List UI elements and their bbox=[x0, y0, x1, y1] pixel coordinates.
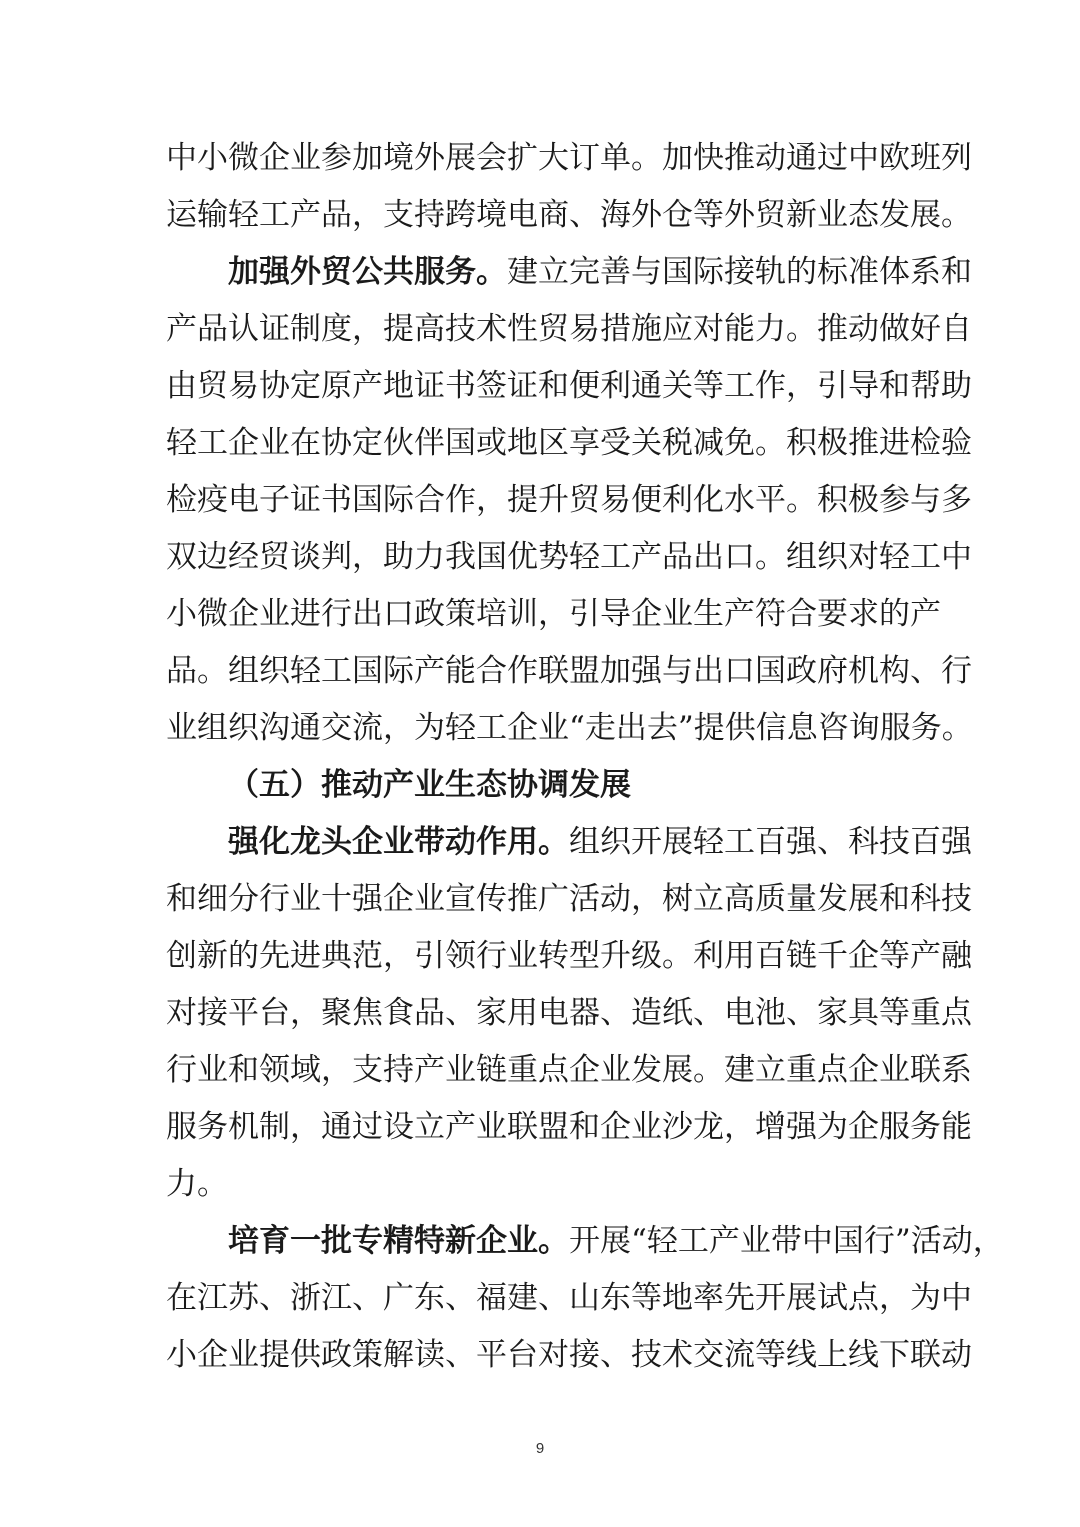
paragraph-2-line-6: 双边经贸谈判，助力我国优势轻工产品出口。组织对轻工中 bbox=[166, 539, 972, 575]
paragraph-2-line-4: 轻工企业在协定伙伴国或地区享受关税减免。积极推进检验 bbox=[166, 425, 972, 461]
paragraph-3-line-4: 对接平台，聚焦食品、家用电器、造纸、电池、家具等重点 bbox=[166, 995, 972, 1031]
paragraph-3-line-5: 行业和领域，支持产业链重点企业发展。建立重点企业联系 bbox=[166, 1052, 972, 1088]
paragraph-2-line-3: 由贸易协定原产地证书签证和便利通关等工作，引导和帮助 bbox=[166, 368, 972, 404]
paragraph-2-line-7: 小微企业进行出口政策培训，引导企业生产符合要求的产 bbox=[166, 596, 941, 632]
paragraph-1-line-2: 运输轻工产品，支持跨境电商、海外仓等外贸新业态发展。 bbox=[166, 197, 972, 233]
paragraph-1-line-1: 中小微企业参加境外展会扩大订单。加快推动通过中欧班列 bbox=[166, 140, 972, 176]
paragraph-2-line-2: 产品认证制度，提高技术性贸易措施应对能力。推动做好自 bbox=[166, 311, 972, 347]
paragraph-3-line-6: 服务机制，通过设立产业联盟和企业沙龙，增强为企服务能 bbox=[166, 1109, 972, 1145]
paragraph-2-line-8: 品。组织轻工国际产能合作联盟加强与出口国政府机构、行 bbox=[166, 653, 972, 689]
paragraph-3-line-1 bbox=[166, 814, 972, 871]
paragraph-3-line-2: 和细分行业十强企业宣传推广活动，树立高质量发展和科技 bbox=[166, 881, 972, 917]
paragraph-3-line-7: 力。 bbox=[166, 1166, 228, 1202]
paragraph-4-line-1 bbox=[166, 1213, 1004, 1270]
paragraph-4-line-2: 在江苏、浙江、广东、福建、山东等地率先开展试点，为中 bbox=[166, 1280, 972, 1316]
paragraph-4-line-3: 小企业提供政策解读、平台对接、技术交流等线上线下联动 bbox=[166, 1337, 972, 1373]
paragraph-2-line-5: 检疫电子证书国际合作，提升贸易便利化水平。积极参与多 bbox=[166, 482, 972, 518]
paragraph-3-line-3: 创新的先进典范，引领行业转型升级。利用百链千企等产融 bbox=[166, 938, 972, 974]
paragraph-4-line-1-text: 开展“轻工产业带中国行”活动， bbox=[569, 1223, 1004, 1259]
paragraph-2-line-1-text: 建立完善与国际接轨的标准体系和 bbox=[507, 254, 972, 290]
section-heading: （五）推动产业生态协调发展 bbox=[228, 767, 631, 803]
paragraph-2-lead: 加强外贸公共服务。 bbox=[228, 254, 507, 290]
paragraph-3-line-1-text: 组织开展轻工百强、科技百强 bbox=[569, 824, 972, 860]
body-text bbox=[166, 130, 1004, 1384]
paragraph-3-lead: 强化龙头企业带动作用。 bbox=[228, 824, 569, 860]
paragraph-4-lead: 培育一批专精特新企业。 bbox=[228, 1223, 569, 1259]
paragraph-2-line-1 bbox=[166, 244, 972, 301]
paragraph-2-line-9: 业组织沟通交流，为轻工企业“走出去”提供信息咨询服务。 bbox=[166, 710, 973, 746]
page-number: 9 bbox=[535, 1440, 545, 1457]
